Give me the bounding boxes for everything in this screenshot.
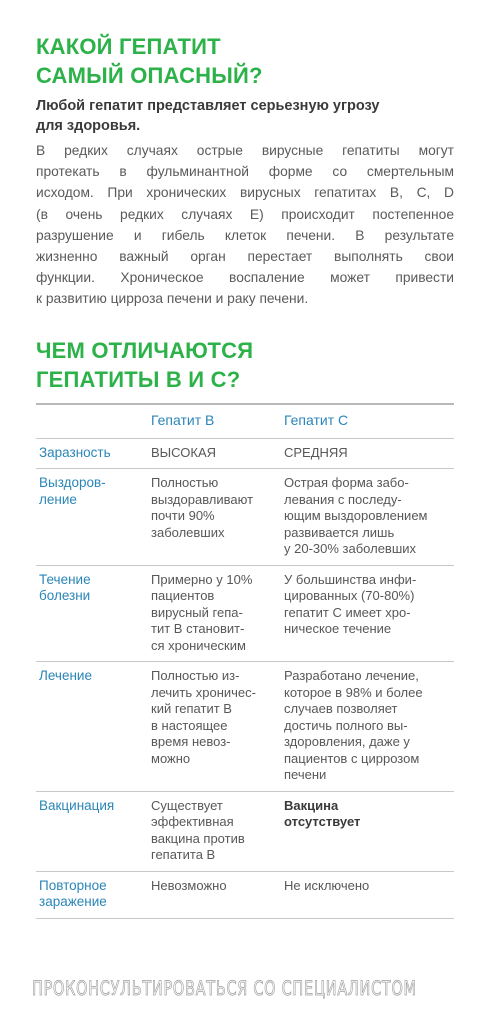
table-row-reinfection [36, 871, 454, 918]
body-paragraph [36, 140, 454, 310]
cell-line: развивается лишь [284, 524, 395, 540]
heading-line: ГЕПАТИТЫ B И C? [36, 367, 241, 392]
cell-line: Выздоров- [39, 475, 106, 490]
row-label [36, 791, 148, 871]
cell-hepatitis-b [148, 565, 281, 662]
cell-line: случаев позволяет [284, 701, 398, 716]
table-row-recovery [36, 469, 454, 566]
cell-hepatitis-c [281, 871, 454, 918]
cell-line: ся хроническим [151, 637, 246, 653]
cell-line: тит В становит- [151, 621, 245, 636]
cell-line: Полностью [151, 475, 219, 490]
cell-line: кий гепатит В [151, 701, 232, 716]
cell-line: Вакцинация [39, 797, 115, 813]
cell-hepatitis-c [281, 791, 454, 871]
cell-line: достичь полного вы- [284, 717, 408, 733]
body-line: В редких случаях острые вирусные гепатиты могут [36, 143, 454, 158]
cell-hepatitis-b [148, 438, 281, 469]
cell-line: Невозможно [151, 877, 227, 893]
cell-line: СРЕДНЯЯ [284, 444, 348, 460]
cell-line: Лечение [39, 668, 92, 683]
row-label [36, 662, 148, 792]
body-line: функции. Хроническое воспаление может привести [36, 270, 454, 286]
cell-line: Острая форма забо- [284, 475, 409, 490]
row-label [36, 565, 148, 662]
cell-line: время невоз- [151, 734, 231, 749]
table-header-row [36, 404, 454, 438]
cell-line: Разработано лечение, [284, 668, 419, 683]
cell-line: У большинства инфи- [284, 571, 417, 587]
cell-line: выздоравливают [151, 491, 254, 507]
column-header-hepatitis-c: Гепатит С [284, 412, 349, 428]
cell-line: у 20-30% заболевших [284, 541, 417, 556]
cell-hepatitis-c [281, 438, 454, 469]
cell-line: Вакцина [284, 797, 339, 813]
table-row-contagiousness [36, 438, 454, 469]
lead-line: Любой гепатит представляет серьезную угрозу [36, 98, 380, 114]
body-line: исходом. При хронических вирусных гепатитах B, C, D [36, 185, 454, 201]
cell-line: вакцина против [151, 830, 245, 846]
cell-hepatitis-b [148, 469, 281, 566]
heading-line: САМЫЙ ОПАСНЫЙ? [36, 63, 263, 88]
cell-hepatitis-b [148, 791, 281, 871]
cell-line: можно [151, 750, 191, 766]
row-label [36, 871, 148, 918]
cell-line: заражение [39, 894, 107, 909]
cell-line: отсутствует [284, 814, 361, 829]
cell-hepatitis-b [148, 662, 281, 792]
table-row-treatment [36, 662, 454, 792]
cell-hepatitis-c [281, 469, 454, 566]
cell-line: печени [284, 767, 327, 782]
cell-line: Полностью из- [151, 668, 240, 683]
cell-line: почти 90% [151, 508, 215, 523]
cell-line: здоровления, даже у [284, 734, 410, 749]
heading-line: КАКОЙ ГЕПАТИТ [36, 34, 221, 59]
cell-hepatitis-b [148, 871, 281, 918]
heading-line: ЧЕМ ОТЛИЧАЮТСЯ [36, 338, 254, 363]
cell-line: Примерно у 10% [151, 571, 253, 587]
cell-line: Повторное [39, 877, 107, 893]
cell-line: Заразность [39, 444, 111, 460]
cell-line: пациентов с циррозом [284, 750, 420, 766]
cell-hepatitis-c [281, 662, 454, 792]
table-row-vaccination [36, 791, 454, 871]
cell-line: в настоящее [151, 717, 228, 733]
row-label [36, 438, 148, 469]
cell-line: пациентов [151, 588, 215, 603]
cell-line: Течение [39, 571, 91, 587]
footer-consult-specialist: ПРОКОНСУЛЬТИРОВАТЬСЯ СО СПЕЦИАЛИСТОМ [32, 977, 417, 1000]
cell-hepatitis-c [281, 565, 454, 662]
cell-line: эффективная [151, 814, 234, 829]
cell-line: ническое течение [284, 621, 392, 636]
cell-line: гепатита В [151, 847, 216, 862]
table-row-course [36, 565, 454, 662]
lead-line: для здоровья. [36, 118, 141, 134]
column-header-empty [36, 404, 148, 438]
cell-line: которое в 98% и более [284, 684, 423, 700]
cell-line: левания с последу- [284, 491, 402, 507]
cell-line: цированных (70-80%) [284, 588, 415, 603]
cell-line: Не исключено [284, 877, 370, 893]
column-header-hepatitis-b: Гепатит В [151, 412, 215, 428]
cell-line: ление [39, 491, 77, 507]
cell-line: ющим выздоровлением [284, 508, 428, 523]
comparison-table [36, 403, 454, 919]
row-label [36, 469, 148, 566]
cell-line: лечить хроничес- [151, 684, 256, 700]
body-line: (в очень редких случаях E) происходит постепенное [36, 206, 454, 222]
cell-line: ВЫСОКАЯ [151, 444, 217, 460]
body-line: к развитию цирроза печени и раку печени. [36, 291, 309, 307]
section-heading-most-dangerous [36, 32, 263, 90]
cell-line: вирусный гепа- [151, 604, 243, 620]
section-heading-difference [36, 336, 253, 394]
cell-line: заболевших [151, 524, 225, 540]
cell-line: гепатит С имеет хро- [284, 604, 411, 620]
lead-paragraph [36, 96, 454, 136]
cell-line: болезни [39, 588, 91, 603]
body-line: жизненно важный орган перестает выполнять свои [36, 249, 454, 265]
body-line: разрушение и гибель клеток печени. В результате [36, 227, 454, 243]
cell-line: Существует [151, 797, 223, 813]
body-line: протекать в фульминантной форме со смертельным [36, 164, 454, 180]
